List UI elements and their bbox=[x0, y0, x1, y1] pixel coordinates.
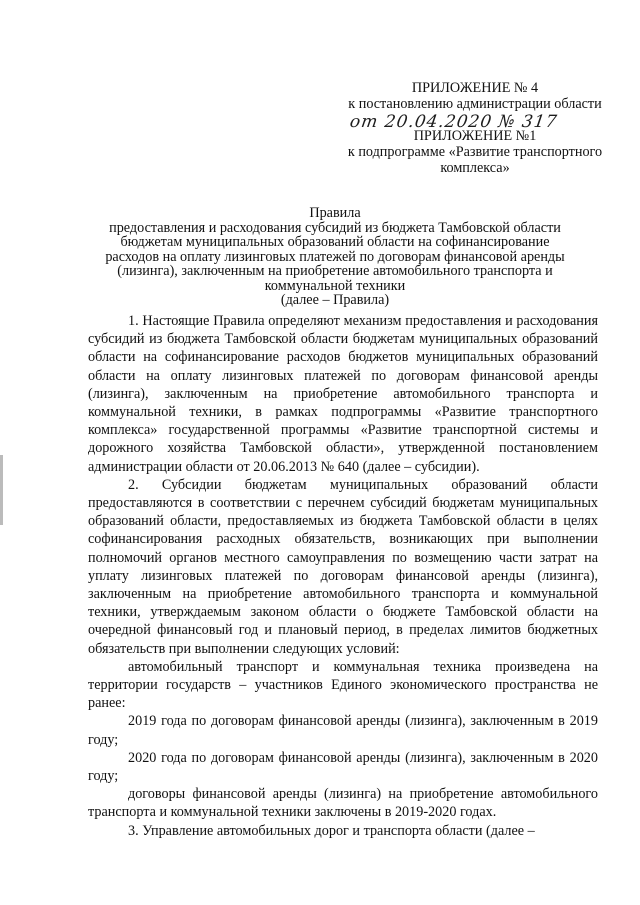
paragraph-2: 2. Субсидии бюджетам муниципальных образований области предоставляются в соответствии с перечнем субсидий бюджетам муниципальных образований области, предоставляемых из бюджета Тамбовской области в целях софинансирования расходных обязательств, возникающих при выполнении полномочий органов местного самоуправления по возмещению части затрат на уплату лизинговых платежей по договорам финансовой аренды (лизинга), заключенным на приобретение автомобильного транспорта и коммунальной техники, утверждаемым законом области о бюджете Тамбовской области на очередной финансовый год и плановый период, в пределах лимитов бюджетных обязательств при выполнении следующих условий: bbox=[88, 476, 598, 657]
document-title bbox=[100, 206, 570, 308]
title-line-7: (далее – Правила) bbox=[280, 292, 390, 308]
title-line-6: коммунальной техники bbox=[264, 277, 406, 294]
appendix-header bbox=[330, 80, 620, 112]
subprogram-line-1: к подпрограмме «Развитие транспортного bbox=[347, 144, 603, 160]
title-line-2: предоставления и расходования субсидий из бюджета Тамбовской области bbox=[109, 219, 561, 236]
condition-3: 2020 года по договорам финансовой аренды (лизинга), заключенным в 2020 году; bbox=[88, 749, 598, 785]
condition-2: 2019 года по договорам финансовой аренды (лизинга), заключенным в 2019 году; bbox=[88, 713, 598, 748]
appendix-4-label: ПРИЛОЖЕНИЕ № 4 bbox=[411, 80, 539, 96]
document-body bbox=[88, 312, 598, 840]
title-line-4: расходов на оплату лизинговых платежей по договорам финансовой аренды bbox=[105, 248, 565, 265]
paragraph-3: 3. Управление автомобильных дорог и транспорта области (далее – bbox=[128, 822, 535, 839]
condition-4: договоры финансовой аренды (лизинга) на приобретение автомобильного транспорта и коммунальной техники заключены в 2019-2020 годах. bbox=[88, 786, 598, 821]
title-line-1: Правила bbox=[309, 205, 361, 221]
scan-edge-mark bbox=[0, 455, 3, 525]
title-line-3: бюджетам муниципальных образований области на софинансирование bbox=[120, 234, 550, 250]
subprogram-line-2: комплекса» bbox=[440, 160, 510, 176]
title-line-5: (лизинга), заключенным на приобретение автомобильного транспорта и bbox=[117, 263, 553, 279]
handwritten-date-number: от 20.04.2020 № 317 bbox=[348, 112, 559, 132]
decree-reference: к постановлению администрации области bbox=[348, 96, 602, 112]
paragraph-1: 1. Настоящие Правила определяют механизм предоставления и расходования субсидий из бюджета Тамбовской области бюджетам муниципальных образований области на софинансирование расходов бюджетов муниципальных образований области на оплату лизинговых платежей по договорам финансовой аренды (лизинга), заключенным на приобретение автомобильного транспорта и коммунальной техники, в рамках подпрограммы «Развитие транспортного комплекса» государственной программы «Развитие транспортной системы и дорожного хозяйства Тамбовской области», утвержденной постановлением администрации области от 20.06.2013 № 640 (далее – субсидии). bbox=[88, 313, 598, 475]
condition-1: автомобильный транспорт и коммунальная техника произведена на территории государств – участников Единого экономического пространства не ранее: bbox=[88, 658, 598, 712]
appendix-header-2 bbox=[330, 128, 620, 176]
appendix-1-label: ПРИЛОЖЕНИЕ №1 bbox=[413, 128, 537, 144]
